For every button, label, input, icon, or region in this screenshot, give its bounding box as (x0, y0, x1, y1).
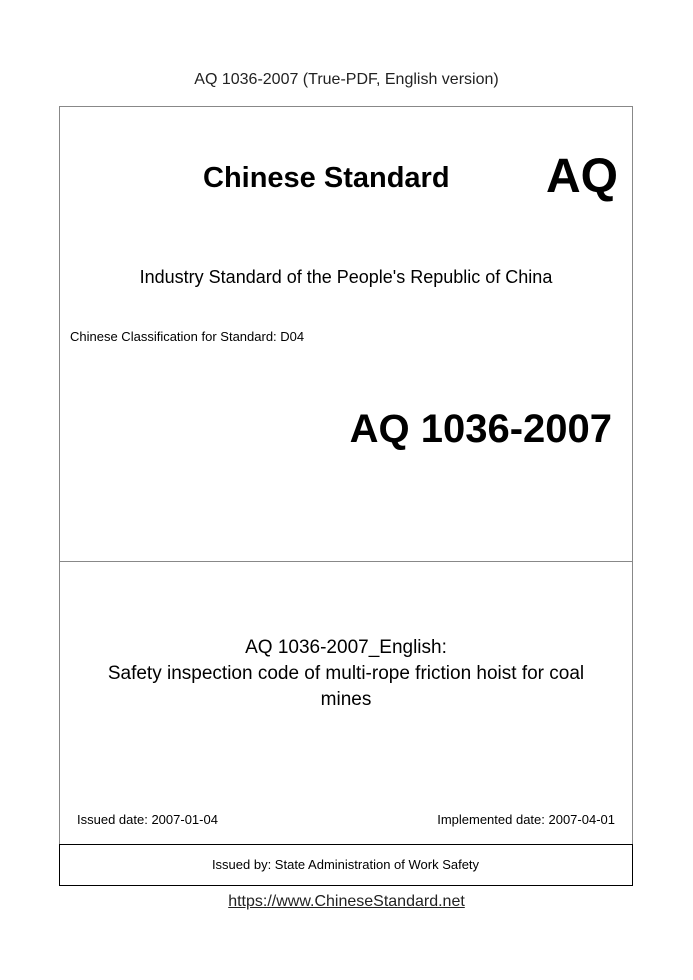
industry-standard-line: Industry Standard of the People's Republic of China (139, 267, 553, 287)
standard-code: AQ 1036-2007 (349, 407, 612, 451)
document-title-line3: mines (320, 689, 372, 710)
issued-date: Issued date: 2007-01-04 (77, 812, 218, 827)
document-header: AQ 1036-2007 (True-PDF, English version) (194, 71, 499, 88)
issuer-box (59, 844, 633, 886)
document-title-line1: AQ 1036-2007_English: (245, 637, 447, 658)
aq-prefix-mark: AQ (546, 150, 618, 203)
standard-type-title: Chinese Standard (203, 162, 450, 194)
cover-frame (59, 106, 633, 886)
document-title (80, 635, 612, 713)
implemented-date: Implemented date: 2007-04-01 (437, 812, 615, 827)
cover-title-section (60, 562, 632, 844)
classification-label: Chinese Classification for Standard: D04 (70, 329, 305, 344)
issued-by: Issued by: State Administration of Work Safety (211, 857, 480, 872)
website-link[interactable]: https://www.ChineseStandard.net (228, 893, 465, 910)
cover-top-section (60, 107, 632, 562)
document-title-line2: Safety inspection code of multi-rope friction hoist for coal (107, 663, 585, 684)
